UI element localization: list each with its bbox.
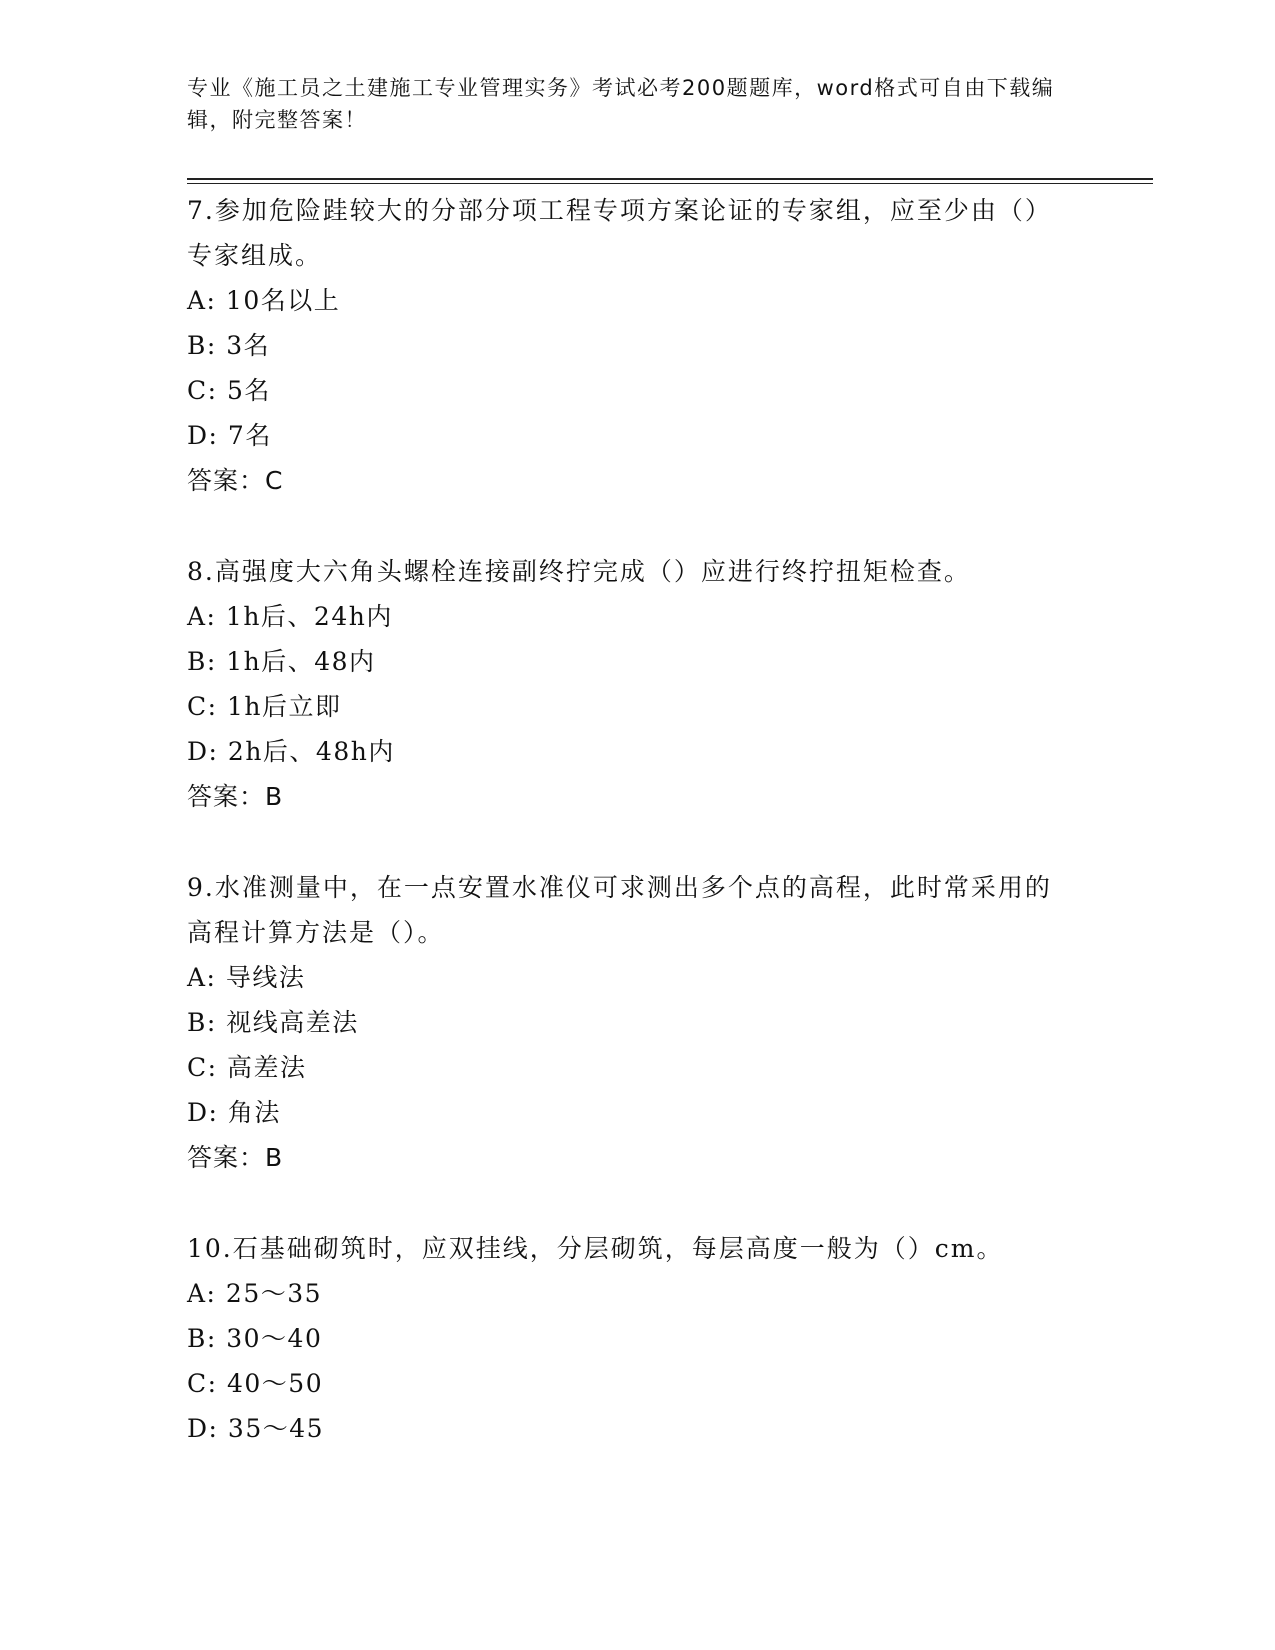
question-text: 8.高强度大六角头螺栓连接副终拧完成（）应进行终拧扭矩检查。 [187, 557, 971, 586]
option-d: D: 35～45 [187, 1414, 325, 1443]
option-a: A: 10名以上 [187, 286, 341, 315]
option-c: C: 高差法 [187, 1053, 307, 1082]
option-c: C: 1h后立即 [187, 692, 342, 721]
option-b: B: 1h后、48内 [187, 647, 376, 676]
option-a: A: 1h后、24h内 [187, 602, 393, 631]
question-7 [187, 188, 1067, 503]
question-text: 7.参加危险跬较大的分部分项工程专项方案论证的专家组，应至少由（）专家组成。 [187, 196, 1052, 270]
option-b: B: 3名 [187, 331, 271, 360]
answer-line: 答案：B [187, 782, 284, 811]
question-9 [187, 865, 1067, 1180]
option-c: C: 5名 [187, 376, 271, 405]
option-d: D: 2h后、48h内 [187, 737, 395, 766]
option-d: D: 7名 [187, 421, 272, 450]
option-a: A: 25～35 [187, 1279, 323, 1308]
question-text: 10.石基础砌筑时，应双挂线，分层砌筑，每层高度一般为（）cm。 [187, 1234, 1004, 1263]
question-text: 9.水准测量中，在一点安置水准仪可求测出多个点的高程，此时常采用的高程计算方法是（）。 [187, 873, 1052, 947]
header-rule-thin [187, 183, 1153, 184]
header-rule-thick [187, 178, 1153, 180]
option-b: B: 30～40 [187, 1324, 323, 1353]
question-list [187, 188, 1067, 1497]
question-10 [187, 1226, 1067, 1451]
document-header: 专业《施工员之土建施工专业管理实务》考试必考200题题库，word格式可自由下载编辑，附完整答案！ [187, 76, 1055, 132]
option-a: A: 导线法 [187, 963, 306, 992]
option-b: B: 视线高差法 [187, 1008, 359, 1037]
option-d: D: 角法 [187, 1098, 281, 1127]
answer-line: 答案：C [187, 466, 284, 495]
question-8 [187, 549, 1067, 819]
answer-line: 答案：B [187, 1143, 284, 1172]
option-c: C: 40～50 [187, 1369, 324, 1398]
